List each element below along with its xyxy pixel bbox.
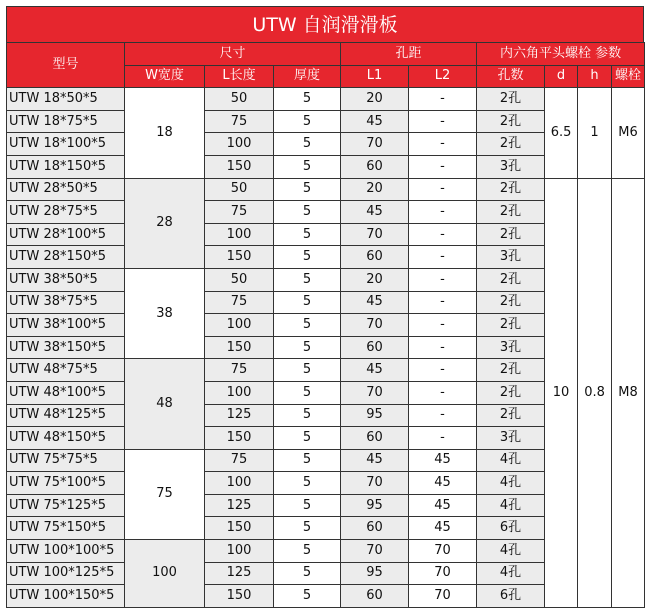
model-cell: UTW 18*75*5 <box>7 110 125 133</box>
length-cell: 100 <box>205 381 274 404</box>
bolt-h-cell: 1 <box>578 88 612 178</box>
model-cell: UTW 48*100*5 <box>7 381 125 404</box>
length-cell: 150 <box>205 585 274 608</box>
header-l: L长度 <box>205 65 274 88</box>
l1-cell: 70 <box>341 472 409 495</box>
model-cell: UTW 75*125*5 <box>7 494 125 517</box>
holes-cell: 2孔 <box>477 314 545 337</box>
width-cell: 75 <box>125 449 205 539</box>
l2-cell: 70 <box>409 562 477 585</box>
l2-cell: - <box>409 110 477 133</box>
length-cell: 125 <box>205 562 274 585</box>
holes-cell: 3孔 <box>477 246 545 269</box>
l1-cell: 70 <box>341 314 409 337</box>
thickness-cell: 5 <box>274 268 341 291</box>
holes-cell: 4孔 <box>477 540 545 563</box>
holes-cell: 4孔 <box>477 449 545 472</box>
l2-cell: - <box>409 381 477 404</box>
model-cell: UTW 48*75*5 <box>7 359 125 382</box>
length-cell: 100 <box>205 540 274 563</box>
l1-cell: 70 <box>341 381 409 404</box>
thickness-cell: 5 <box>274 427 341 450</box>
length-cell: 75 <box>205 449 274 472</box>
model-cell: UTW 18*100*5 <box>7 133 125 156</box>
holes-cell: 4孔 <box>477 472 545 495</box>
l1-cell: 60 <box>341 246 409 269</box>
holes-cell: 2孔 <box>477 201 545 224</box>
thickness-cell: 5 <box>274 178 341 201</box>
length-cell: 50 <box>205 88 274 111</box>
l1-cell: 95 <box>341 404 409 427</box>
l1-cell: 45 <box>341 291 409 314</box>
table-row <box>7 88 645 111</box>
model-cell: UTW 18*150*5 <box>7 155 125 178</box>
holes-cell: 2孔 <box>477 291 545 314</box>
header-thickness: 厚度 <box>274 65 341 88</box>
holes-cell: 3孔 <box>477 336 545 359</box>
l1-cell: 60 <box>341 517 409 540</box>
header-model: 型号 <box>7 43 125 88</box>
header-hole-distance: 孔距 <box>341 43 477 66</box>
thickness-cell: 5 <box>274 381 341 404</box>
thickness-cell: 5 <box>274 404 341 427</box>
holes-cell: 2孔 <box>477 223 545 246</box>
length-cell: 150 <box>205 246 274 269</box>
model-cell: UTW 100*125*5 <box>7 562 125 585</box>
model-cell: UTW 38*100*5 <box>7 314 125 337</box>
spec-sheet <box>6 6 644 608</box>
thickness-cell: 5 <box>274 110 341 133</box>
holes-cell: 6孔 <box>477 517 545 540</box>
length-cell: 75 <box>205 359 274 382</box>
thickness-cell: 5 <box>274 517 341 540</box>
length-cell: 150 <box>205 427 274 450</box>
thickness-cell: 5 <box>274 88 341 111</box>
l1-cell: 20 <box>341 178 409 201</box>
header-d: d <box>545 65 578 88</box>
model-cell: UTW 100*100*5 <box>7 540 125 563</box>
holes-cell: 3孔 <box>477 155 545 178</box>
l2-cell: - <box>409 359 477 382</box>
model-cell: UTW 28*50*5 <box>7 178 125 201</box>
length-cell: 125 <box>205 404 274 427</box>
length-cell: 50 <box>205 268 274 291</box>
header-h: h <box>578 65 612 88</box>
width-cell: 48 <box>125 359 205 449</box>
thickness-cell: 5 <box>274 540 341 563</box>
width-cell: 18 <box>125 88 205 178</box>
l2-cell: 70 <box>409 585 477 608</box>
table-row <box>7 178 645 201</box>
model-cell: UTW 18*50*5 <box>7 88 125 111</box>
bolt-h-cell: 0.8 <box>578 178 612 607</box>
l2-cell: - <box>409 268 477 291</box>
l2-cell: - <box>409 427 477 450</box>
model-cell: UTW 38*75*5 <box>7 291 125 314</box>
holes-cell: 2孔 <box>477 404 545 427</box>
thickness-cell: 5 <box>274 562 341 585</box>
width-cell: 100 <box>125 540 205 608</box>
l1-cell: 60 <box>341 336 409 359</box>
length-cell: 75 <box>205 201 274 224</box>
thickness-cell: 5 <box>274 201 341 224</box>
thickness-cell: 5 <box>274 494 341 517</box>
l2-cell: - <box>409 336 477 359</box>
l1-cell: 95 <box>341 562 409 585</box>
l1-cell: 45 <box>341 449 409 472</box>
l2-cell: - <box>409 155 477 178</box>
holes-cell: 2孔 <box>477 381 545 404</box>
l2-cell: 45 <box>409 472 477 495</box>
length-cell: 100 <box>205 314 274 337</box>
l2-cell: - <box>409 291 477 314</box>
length-cell: 75 <box>205 110 274 133</box>
length-cell: 50 <box>205 178 274 201</box>
model-cell: UTW 28*75*5 <box>7 201 125 224</box>
holes-cell: 3孔 <box>477 427 545 450</box>
model-cell: UTW 75*100*5 <box>7 472 125 495</box>
l2-cell: - <box>409 404 477 427</box>
length-cell: 100 <box>205 223 274 246</box>
thickness-cell: 5 <box>274 336 341 359</box>
l2-cell: - <box>409 88 477 111</box>
l2-cell: - <box>409 223 477 246</box>
thickness-cell: 5 <box>274 449 341 472</box>
model-cell: UTW 28*100*5 <box>7 223 125 246</box>
l1-cell: 70 <box>341 133 409 156</box>
holes-cell: 6孔 <box>477 585 545 608</box>
holes-cell: 2孔 <box>477 133 545 156</box>
spec-table <box>6 42 645 608</box>
table-title: UTW 自润滑滑板 <box>6 6 644 42</box>
holes-cell: 2孔 <box>477 178 545 201</box>
bolt-size-cell: M6 <box>612 88 645 178</box>
l2-cell: 70 <box>409 540 477 563</box>
thickness-cell: 5 <box>274 314 341 337</box>
model-cell: UTW 75*150*5 <box>7 517 125 540</box>
length-cell: 75 <box>205 291 274 314</box>
l1-cell: 60 <box>341 427 409 450</box>
length-cell: 150 <box>205 517 274 540</box>
l1-cell: 95 <box>341 494 409 517</box>
thickness-cell: 5 <box>274 155 341 178</box>
thickness-cell: 5 <box>274 585 341 608</box>
holes-cell: 4孔 <box>477 562 545 585</box>
l1-cell: 60 <box>341 585 409 608</box>
l2-cell: - <box>409 314 477 337</box>
holes-cell: 2孔 <box>477 268 545 291</box>
model-cell: UTW 48*125*5 <box>7 404 125 427</box>
model-cell: UTW 38*50*5 <box>7 268 125 291</box>
length-cell: 150 <box>205 155 274 178</box>
bolt-d-cell: 6.5 <box>545 88 578 178</box>
model-cell: UTW 48*150*5 <box>7 427 125 450</box>
holes-cell: 4孔 <box>477 494 545 517</box>
l2-cell: 45 <box>409 449 477 472</box>
thickness-cell: 5 <box>274 359 341 382</box>
model-cell: UTW 38*150*5 <box>7 336 125 359</box>
l2-cell: - <box>409 133 477 156</box>
model-cell: UTW 75*75*5 <box>7 449 125 472</box>
thickness-cell: 5 <box>274 472 341 495</box>
header-w: W宽度 <box>125 65 205 88</box>
header-l1: L1 <box>341 65 409 88</box>
l2-cell: - <box>409 246 477 269</box>
thickness-cell: 5 <box>274 133 341 156</box>
model-cell: UTW 28*150*5 <box>7 246 125 269</box>
thickness-cell: 5 <box>274 246 341 269</box>
l1-cell: 45 <box>341 201 409 224</box>
l1-cell: 45 <box>341 359 409 382</box>
length-cell: 125 <box>205 494 274 517</box>
header-size: 尺寸 <box>125 43 341 66</box>
l1-cell: 20 <box>341 268 409 291</box>
bolt-size-cell: M8 <box>612 178 645 607</box>
holes-cell: 2孔 <box>477 359 545 382</box>
width-cell: 28 <box>125 178 205 268</box>
length-cell: 100 <box>205 133 274 156</box>
l2-cell: 45 <box>409 517 477 540</box>
model-cell: UTW 100*150*5 <box>7 585 125 608</box>
bolt-d-cell: 10 <box>545 178 578 607</box>
l2-cell: - <box>409 178 477 201</box>
header-bolt: 螺栓 <box>612 65 645 88</box>
l2-cell: 45 <box>409 494 477 517</box>
thickness-cell: 5 <box>274 291 341 314</box>
header-l2: L2 <box>409 65 477 88</box>
header-bolt-params: 内六角平头螺栓 参数 <box>477 43 645 66</box>
holes-cell: 2孔 <box>477 88 545 111</box>
l1-cell: 45 <box>341 110 409 133</box>
length-cell: 150 <box>205 336 274 359</box>
l2-cell: - <box>409 201 477 224</box>
length-cell: 100 <box>205 472 274 495</box>
l1-cell: 70 <box>341 223 409 246</box>
l1-cell: 60 <box>341 155 409 178</box>
width-cell: 38 <box>125 268 205 358</box>
header-holes: 孔数 <box>477 65 545 88</box>
holes-cell: 2孔 <box>477 110 545 133</box>
l1-cell: 20 <box>341 88 409 111</box>
l1-cell: 70 <box>341 540 409 563</box>
thickness-cell: 5 <box>274 223 341 246</box>
